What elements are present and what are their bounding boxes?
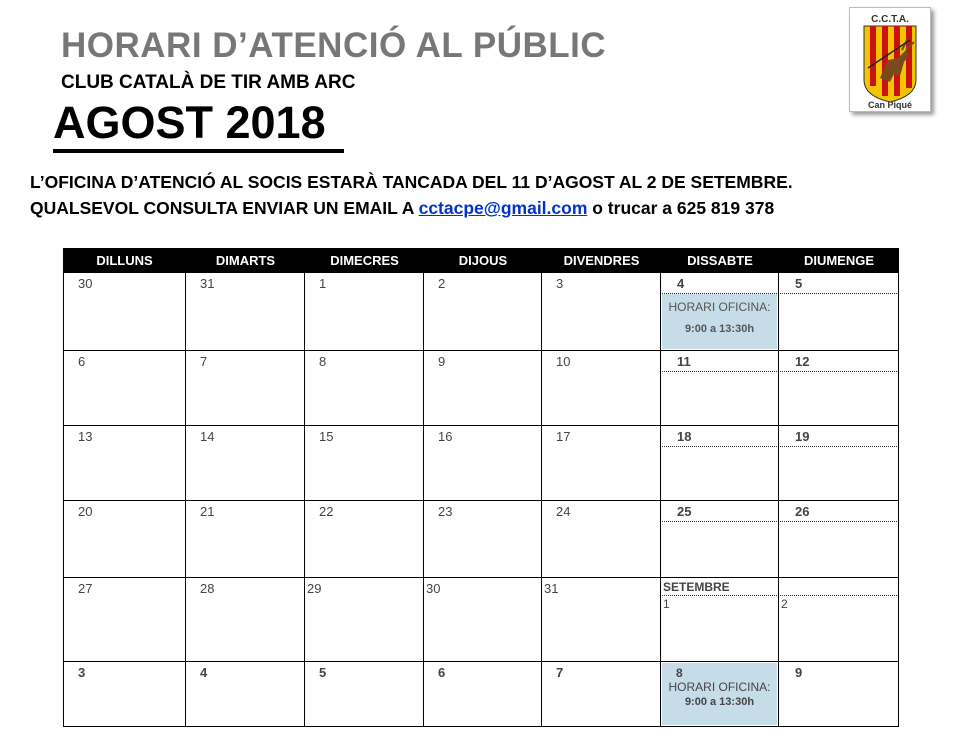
day-number: 10	[556, 354, 571, 369]
day-number: 7	[200, 354, 208, 369]
day-number: 31	[200, 276, 215, 291]
day-number: 8	[319, 354, 327, 369]
calendar-day	[542, 351, 661, 426]
day-number: 6	[78, 354, 86, 369]
day-number: 6	[438, 665, 446, 680]
day-number: 15	[319, 429, 334, 444]
calendar	[63, 248, 899, 727]
day-number: 7	[556, 665, 564, 680]
dotted-divider	[662, 521, 777, 522]
day-number: 9	[795, 665, 803, 680]
month-underline	[53, 149, 344, 153]
calendar-day	[779, 426, 899, 501]
day-number: 5	[319, 665, 327, 680]
calendar-day	[305, 426, 424, 501]
dotted-divider	[662, 371, 777, 372]
day-number: 13	[78, 429, 93, 444]
club-logo	[849, 7, 931, 112]
day-header: DILLUNS	[63, 248, 186, 273]
dotted-divider	[662, 595, 777, 596]
office-hours-block	[662, 294, 777, 349]
dotted-divider	[662, 446, 777, 447]
calendar-day	[542, 501, 661, 578]
calendar-day	[63, 351, 186, 426]
day-number: 1	[319, 276, 327, 291]
day-number: 17	[556, 429, 571, 444]
calendar-day	[305, 351, 424, 426]
calendar-day	[63, 578, 186, 662]
dotted-divider	[780, 521, 897, 522]
calendar-day	[661, 501, 779, 578]
svg-text:C.C.T.A.: C.C.T.A.	[871, 14, 909, 25]
calendar-day	[779, 273, 899, 351]
calendar-day	[63, 662, 186, 727]
office-label: HORARI OFICINA:	[668, 300, 771, 314]
calendar-day	[661, 351, 779, 426]
calendar-day	[779, 578, 899, 662]
club-logo-image	[850, 8, 930, 111]
day-number: 20	[78, 504, 93, 519]
month-heading: AGOST 2018	[53, 97, 326, 148]
calendar-day	[661, 273, 779, 351]
calendar-day	[186, 426, 305, 501]
day-number: 30	[78, 276, 93, 291]
calendar-day	[63, 273, 186, 351]
calendar-day	[186, 351, 305, 426]
day-number: 8	[676, 666, 683, 680]
dotted-divider	[780, 371, 897, 372]
calendar-day	[63, 501, 186, 578]
calendar-day	[305, 273, 424, 351]
day-number: 29	[307, 581, 322, 596]
email-link[interactable]: cctacpe@gmail.com	[418, 198, 588, 218]
day-number: 30	[426, 581, 441, 596]
day-number: 25	[677, 504, 692, 519]
day-number: 28	[200, 581, 215, 596]
day-header: DISSABTE	[661, 248, 779, 273]
day-number: 18	[677, 429, 692, 444]
day-number: 23	[438, 504, 453, 519]
day-number: 31	[544, 581, 559, 596]
day-number: 19	[795, 429, 810, 444]
calendar-day	[186, 501, 305, 578]
day-header: DIMECRES	[305, 248, 424, 273]
day-number: 3	[78, 665, 86, 680]
day-number: 2	[781, 597, 788, 611]
contact-prefix: QUALSEVOL CONSULTA ENVIAR UN EMAIL A	[30, 198, 419, 218]
day-number: 24	[556, 504, 571, 519]
day-number: 5	[795, 276, 803, 291]
office-hours: 9:00 a 13:30h	[684, 323, 755, 335]
calendar-day	[186, 578, 305, 662]
svg-text:Can Piqué: Can Piqué	[867, 100, 913, 110]
day-number: 11	[677, 354, 691, 369]
calendar-day	[424, 578, 542, 662]
calendar-day	[779, 351, 899, 426]
dotted-divider	[780, 446, 897, 447]
day-number: 27	[78, 581, 93, 596]
calendar-day	[305, 662, 424, 727]
calendar-day	[424, 501, 542, 578]
calendar-day	[424, 662, 542, 727]
calendar-day	[305, 578, 424, 662]
day-number: 2	[438, 276, 446, 291]
calendar-day	[186, 662, 305, 727]
calendar-day	[424, 426, 542, 501]
calendar-day	[424, 351, 542, 426]
day-number: 1	[663, 597, 670, 611]
contact-suffix: o trucar a 625 819 378	[587, 198, 775, 218]
calendar-day	[661, 662, 779, 727]
calendar-day	[186, 273, 305, 351]
office-hours-block	[662, 663, 777, 725]
contact-notice	[30, 198, 774, 219]
day-number: 4	[200, 665, 208, 680]
calendar-day	[779, 662, 899, 727]
office-hours: 9:00 a 13:30h	[684, 696, 755, 708]
page-title: HORARI D’ATENCIÓ AL PÚBLIC	[61, 26, 607, 65]
dotted-divider	[780, 595, 897, 596]
day-number: 14	[200, 429, 215, 444]
day-header: DIUMENGE	[779, 248, 899, 273]
calendar-day	[542, 426, 661, 501]
day-number: 3	[556, 276, 564, 291]
club-name: CLUB CATALÀ DE TIR AMB ARC	[61, 72, 356, 93]
calendar-day	[63, 426, 186, 501]
day-header: DIVENDRES	[542, 248, 661, 273]
calendar-day	[542, 273, 661, 351]
closure-notice: L’OFICINA D’ATENCIÓ AL SOCIS ESTARÀ TANCADA DEL 11 D’AGOST AL 2 DE SETEMBRE.	[30, 172, 793, 192]
day-number: 22	[319, 504, 334, 519]
calendar-day	[305, 501, 424, 578]
day-header: DIMARTS	[186, 248, 305, 273]
calendar-day	[661, 426, 779, 501]
calendar-day	[424, 273, 542, 351]
calendar-day	[661, 578, 779, 662]
day-number: 21	[200, 504, 215, 519]
calendar-day	[542, 662, 661, 727]
dotted-divider	[780, 293, 897, 294]
september-label: SETEMBRE	[663, 580, 730, 594]
day-number: 16	[438, 429, 453, 444]
calendar-day	[542, 578, 661, 662]
day-number: 9	[438, 354, 446, 369]
day-number: 26	[795, 504, 810, 519]
office-label: HORARI OFICINA:	[668, 680, 771, 694]
day-number: 4	[677, 276, 685, 291]
day-number: 12	[795, 354, 810, 369]
day-header: DIJOUS	[424, 248, 542, 273]
calendar-day	[779, 501, 899, 578]
